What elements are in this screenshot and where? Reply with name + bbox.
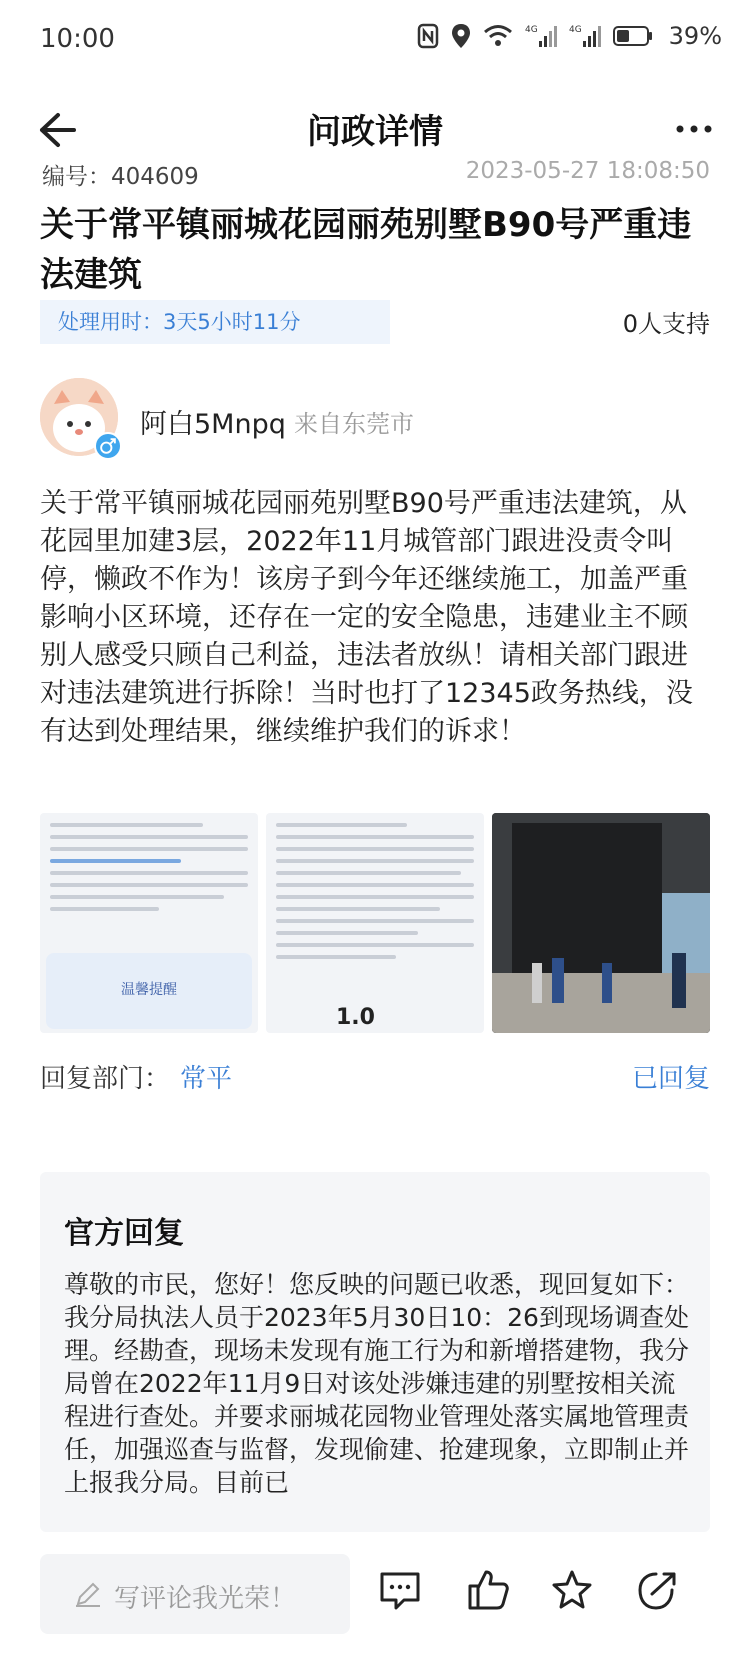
- attachment-image-1[interactable]: [40, 813, 258, 1033]
- star-icon[interactable]: [550, 1568, 594, 1612]
- post-meta: [42, 158, 710, 194]
- author-name[interactable]: 阿白5Mnpq: [140, 409, 286, 440]
- svg-text:4G: 4G: [568, 25, 582, 35]
- building-photo-icon: [492, 813, 710, 1033]
- post-date: 2023-05-27 18:08:50: [465, 158, 710, 184]
- processing-time-badge: 处理用时：3天5小时11分: [40, 300, 390, 344]
- notice-box: [46, 953, 252, 1029]
- reply-status: 已回复: [631, 1064, 710, 1094]
- status-bar: [0, 0, 750, 80]
- reply-label: 回复部门：: [40, 1064, 171, 1094]
- reply-department-row: [40, 1058, 710, 1098]
- reply-department[interactable]: 常平: [180, 1064, 233, 1094]
- official-reply-card: [40, 1172, 710, 1532]
- comment-placeholder: 写评论我光荣！: [114, 1584, 297, 1614]
- signal-icon: [525, 23, 557, 49]
- attachment-image-2[interactable]: [266, 813, 484, 1033]
- author-row[interactable]: [40, 378, 710, 468]
- like-icon[interactable]: [466, 1568, 510, 1612]
- battery-percent: 39%: [668, 22, 722, 50]
- post-id: 编号：404609: [42, 164, 199, 190]
- support-count[interactable]: 0人支持: [622, 310, 710, 338]
- share-icon[interactable]: [636, 1568, 680, 1612]
- wifi-icon: [483, 24, 513, 48]
- post-title: 关于常平镇丽城花园丽苑别墅B90号严重违法建筑: [40, 205, 692, 295]
- battery-icon: [613, 25, 653, 47]
- official-reply-title: 官方回复: [64, 1216, 184, 1251]
- more-icon[interactable]: [674, 114, 714, 144]
- svg-text:4G: 4G: [524, 25, 538, 35]
- pencil-icon: [74, 1580, 102, 1608]
- rating-score: 1.0: [336, 1005, 375, 1030]
- status-icons: [417, 22, 722, 50]
- official-reply-body: 尊敬的市民，您好！您反映的问题已收悉，现回复如下：我分局执法人员于2023年5月30日10：26到现场调查处理。经勘查，现场未发现有施工行为和新增搭建物，我分局曾在2022年11月9日对该处涉嫌违建的别墅按相关流程进行查处。并要求丽城花园物业管理处落实属地管理责任，加强巡查与监督，发现偷建、抢建现象，立即制止并上报我分局。目前已: [64, 1270, 690, 1497]
- attachment-image-3[interactable]: [492, 813, 710, 1033]
- male-gender-icon: [94, 432, 122, 460]
- comment-icon[interactable]: [378, 1568, 422, 1612]
- signal-icon-2: [569, 23, 601, 49]
- page-title: 问政详情: [307, 112, 443, 152]
- location-icon: [451, 23, 471, 49]
- status-time: 10:00: [40, 24, 115, 54]
- post-content: 关于常平镇丽城花园丽苑别墅B90号严重违法建筑，从花园里加建3层，2022年11月城管部门跟进没责令叫停，懒政不作为！该房子到今年还继续施工，加盖严重影响小区环境，还存在一定的安全隐患，违建业主不顾别人感受只顾自己利益，违法者放纵！请相关部门跟进对违法建筑进行拆除！当时也打了12345政务热线，没有达到处理结果，继续维护我们的诉求！: [40, 488, 693, 747]
- comment-input[interactable]: [40, 1554, 350, 1634]
- nfc-icon: [417, 23, 439, 49]
- image-gallery: [40, 813, 710, 1033]
- author-location: 来自东莞市: [294, 410, 414, 438]
- notice-title: 温馨提醒: [121, 982, 177, 998]
- bottom-bar: [0, 1532, 750, 1654]
